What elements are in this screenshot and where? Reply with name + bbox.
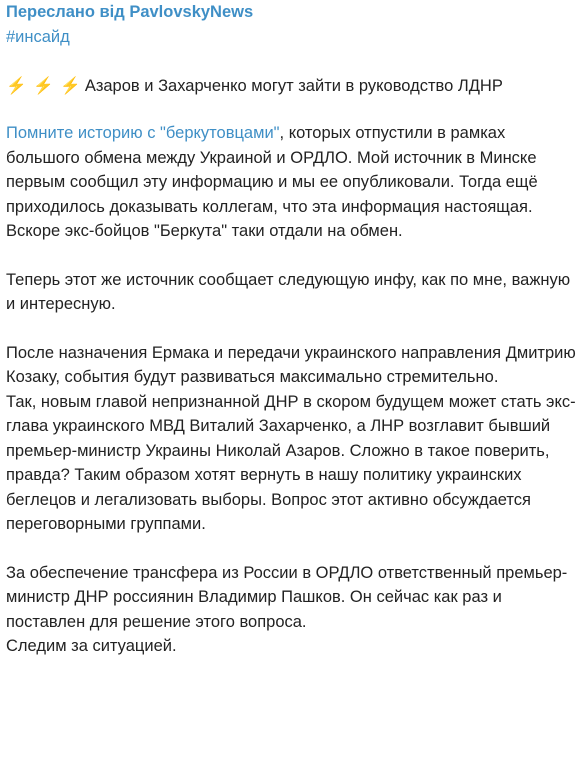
paragraph-3 xyxy=(6,341,578,537)
paragraph-1 xyxy=(6,121,578,244)
hashtag-link[interactable]: #инсайд xyxy=(6,28,70,46)
forwarded-from-header[interactable]: Переслано від PavlovskyNews xyxy=(6,3,254,21)
paragraph-2-text: Теперь этот же источник сообщает следующую инфу, как по мне, важную и интересную. xyxy=(6,270,571,313)
lightning-icon: ⚡ ⚡ ⚡ xyxy=(6,77,82,95)
paragraph-3-line-2: Так, новым главой непризнанной ДНР в скором будущем может стать экс-глава украинского МВД Виталий Захарченко, а ЛНР возглавит бывший премьер-министр Украины Николай Азаров. Сложно в такое поверить, правда? Таким образом хотят вернуть в нашу политику украинских беглецов и легализовать выборы. Вопрос этот активно обсуждается переговорными группами. xyxy=(6,392,576,533)
paragraph-2 xyxy=(6,268,578,317)
paragraph-4 xyxy=(6,561,578,659)
paragraph-1-text: , которых отпустили в рамках большого обмена между Украиной и ОРДЛО. Мой источник в Минске первым сообщил эту информацию и мы ее опубликовали. Тогда ещё приходилось доказывать коллегам, что эта информация настоящая. Вскоре экс-бойцов "Беркута" таки отдали на обмен. xyxy=(6,124,538,240)
paragraph-4-line-2: Следим за ситуацией. xyxy=(6,637,177,655)
headline-text: Азаров и Захарченко могут зайти в руководство ЛДНР xyxy=(84,77,503,95)
message-headline xyxy=(6,75,578,97)
paragraph-4-line-1: За обеспечение трансфера из России в ОРДЛО ответственный премьер-министр ДНР россиянин Владимир Пашков. Он сейчас как раз и поставлен для решение этого вопроса. xyxy=(6,563,568,631)
history-link[interactable]: Помните историю с "беркутовцами" xyxy=(6,124,280,142)
paragraph-3-line-1: После назначения Ермака и передачи украинского направления Дмитрию Козаку, события будут развиваться максимально стремительно. xyxy=(6,343,576,386)
